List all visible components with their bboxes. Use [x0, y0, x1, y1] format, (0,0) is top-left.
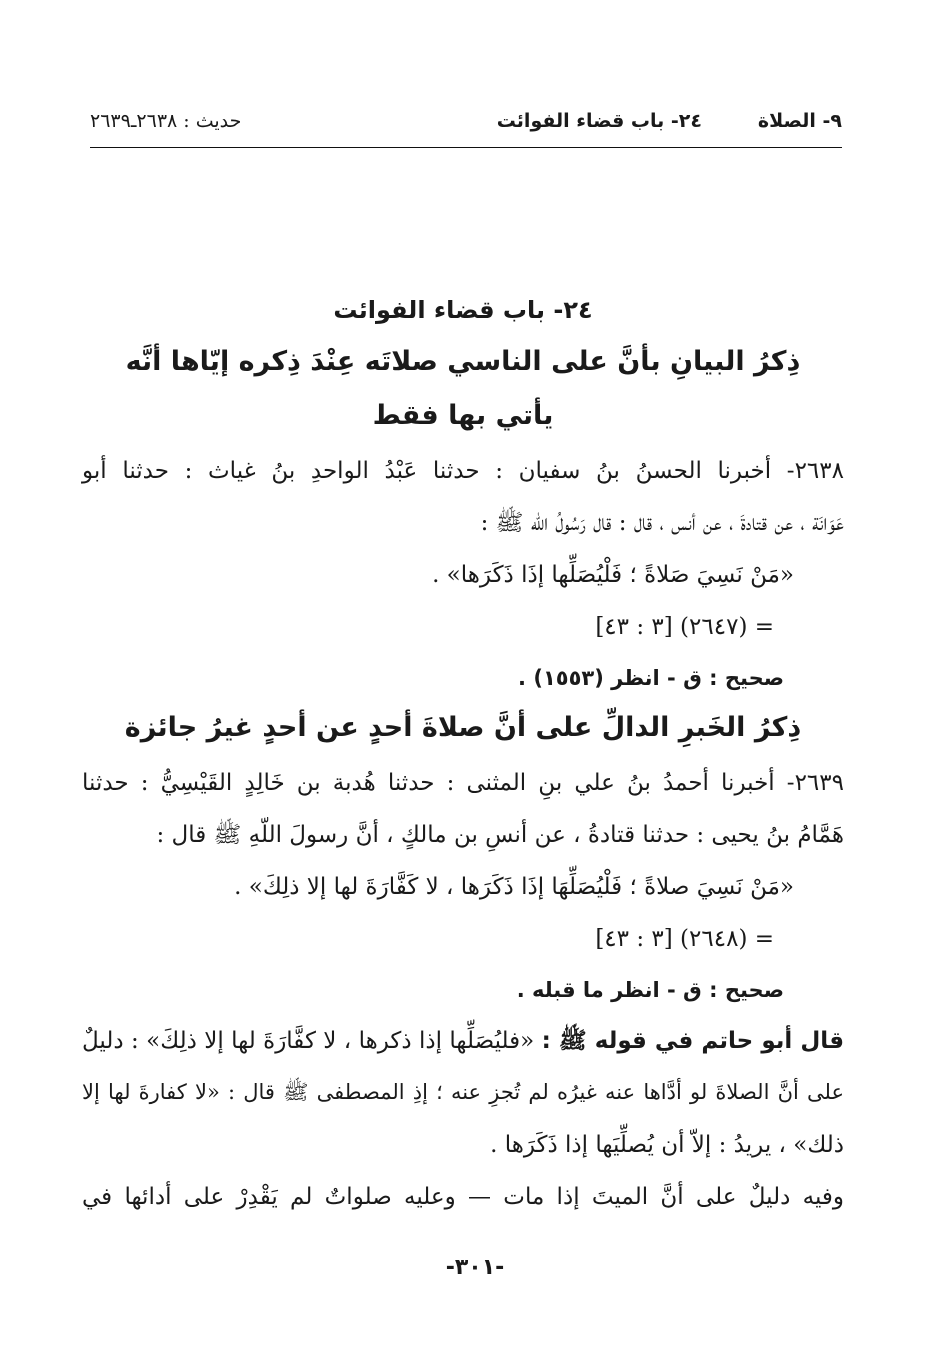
commentary-line-2: على أنَّ الصلاةَ لو أدَّاها عنه غيرُه لم تُجزِ عنه ؛ إذِ المصطفى ﷺ قال : «لا كفارةَ لها إلا: [82, 1080, 844, 1104]
commentary-line-4: وفيه دليلٌ على أنَّ الميتَ إذا مات — وعليه صلواتٌ لم يَقْدِرْ على أدائها في: [82, 1184, 844, 1210]
hadith-2638-line-2: عَوَانَة ، عن قتادةَ ، عن أنس ، قال : قال رَسُولُ اللّه ﷺ :: [480, 510, 844, 536]
commentary-line-1-text: «فليُصَلِّها إذا ذكرها ، لا كفَّارَةَ لها إلا ذلِكَ» : دليلٌ: [82, 1028, 542, 1054]
hadith-2638-quote: «مَنْ نَسِيَ صَلاةً ؛ فَلْيُصَلِّها إذَا ذَكَرَها» .: [432, 562, 794, 588]
hadith-2639-line-1: ٢٦٣٩- أخبرنا أحمدُ بنُ علي بنِ المثنى : حدثنا هُدبة بن خَالِدٍ القَيْسِيُّ : حدثنا: [82, 770, 844, 796]
hadith-2639-line-2: هَمَّامُ بنُ يحيى : حدثنا قتادةُ ، عن أنسِ بن مالكٍ ، أنَّ رسولَ اللّهِ ﷺ قال :: [156, 822, 844, 848]
hadith-2639-ref: = (٢٦٤٨) [٣ : ٤٣]: [595, 926, 774, 952]
dhikr-heading-2: ذِكرُ الخَبرِ الدالِّ على أنَّ صلاةَ أحدٍ عن أحدٍ غيرُ جائزة: [124, 712, 802, 743]
hadith-2639-grade: صحيح : ق - انظر ما قبله .: [516, 978, 784, 1002]
hadith-2638-line-1: ٢٦٣٨- أخبرنا الحسنُ بنُ سفيان : حدثنا عَبْدُ الواحدِ بنُ غياث : حدثنا أبو: [82, 458, 844, 484]
hadith-2639-quote: «مَنْ نَسِيَ صلاةً ؛ فَلْيُصَلِّهَا إذَا ذَكَرَها ، لا كَفَّارَةَ لها إلا ذلِكَ» .: [234, 874, 794, 900]
hadith-2638-grade: صحيح : ق - انظر (١٥٥٣) .: [518, 666, 784, 690]
header-chapter: ٩- الصلاة: [757, 110, 842, 132]
dhikr-heading-1-line-1: ذِكرُ البيانِ بأنَّ على الناسي صلاتَه عِنْدَ ذِكره إيّاها أنَّه: [125, 346, 801, 377]
page-number: -٣٠١-: [445, 1255, 505, 1280]
commentary-line-3: ذلك» ، يريدُ : إلاّ أن يُصلِّيَها إذا ذَكَرَها .: [490, 1132, 844, 1158]
page-body: [82, 0, 844, 1369]
header-hadith-range: حديث : ٢٦٣٨ـ٢٦٣٩: [90, 110, 242, 132]
dhikr-heading-1-line-2: يأتي بها فقط: [372, 400, 554, 431]
chapter-title: ٢٤- باب قضاء الفوائت: [333, 296, 593, 324]
hadith-2638-ref: = (٢٦٤٧) [٣ : ٤٣]: [595, 614, 774, 640]
commentary-speaker: قال أبو حاتم في قوله ﷺ :: [541, 1028, 845, 1054]
commentary-line-1: [82, 1028, 844, 1056]
header-section: ٢٤- باب قضاء الفوائت: [496, 110, 702, 132]
